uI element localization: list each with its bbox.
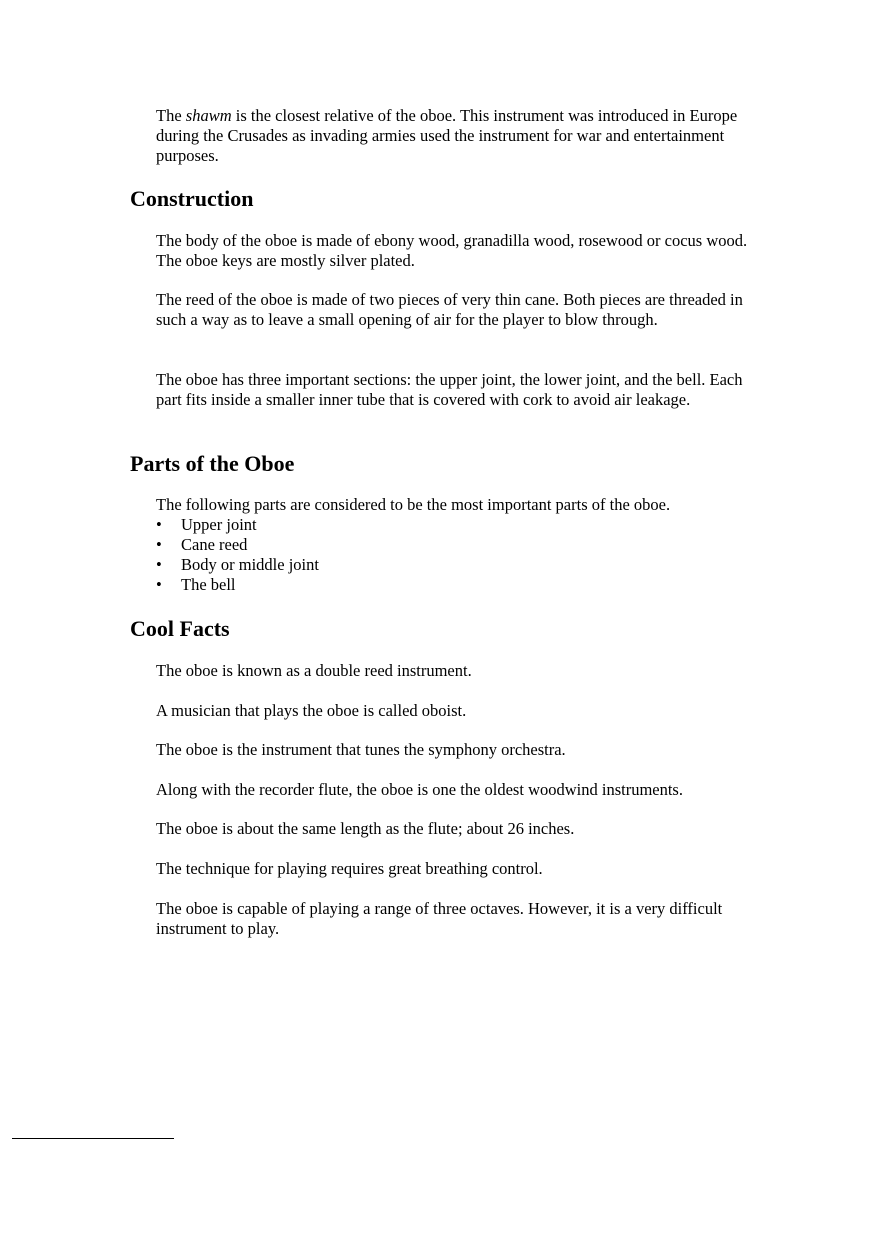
fact-4: Along with the recorder flute, the oboe is one the oldest woodwind instruments. <box>156 780 683 799</box>
list-item <box>156 535 319 555</box>
fact-2: A musician that plays the oboe is called oboist. <box>156 701 467 720</box>
parts-intro: The following parts are considered to be the most important parts of the oboe. <box>156 495 671 514</box>
fact-6: The technique for playing requires great breathing control. <box>156 859 543 878</box>
footnote-separator <box>12 1138 174 1139</box>
list-item <box>156 575 319 595</box>
construction-paragraph-3: The oboe has three important sections: the upper joint, the lower joint, and the bell. Each part fits inside a smaller inner tube that is covered with cork to avoid air leakage. <box>156 370 743 409</box>
list-item-label: Cane reed <box>181 535 248 554</box>
facts-heading: Cool Facts <box>130 616 230 641</box>
list-item-label: The bell <box>181 575 236 594</box>
construction-paragraph-2: The reed of the oboe is made of two pieces of very thin cane. Both pieces are threaded in such a way as to leave a small opening of air for the player to blow through. <box>156 290 743 329</box>
list-item <box>156 515 319 535</box>
list-item-label: Upper joint <box>181 515 257 534</box>
fact-5: The oboe is about the same length as the flute; about 26 inches. <box>156 819 575 838</box>
bullet-icon: • <box>156 515 162 534</box>
construction-heading: Construction <box>130 186 254 211</box>
fact-1: The oboe is known as a double reed instrument. <box>156 661 472 680</box>
bullet-icon: • <box>156 555 162 574</box>
intro-text-before: The <box>156 106 186 125</box>
bullet-icon: • <box>156 575 162 594</box>
parts-list <box>156 515 319 595</box>
list-item <box>156 555 319 575</box>
list-item-label: Body or middle joint <box>181 555 319 574</box>
fact-3: The oboe is the instrument that tunes the symphony orchestra. <box>156 740 566 759</box>
parts-heading: Parts of the Oboe <box>130 451 295 476</box>
intro-text-after: is the closest relative of the oboe. This instrument was introduced in Europe during the Crusades as invading armies used the instrument for war and entertainment purposes. <box>156 106 738 165</box>
bullet-icon: • <box>156 535 162 554</box>
fact-7: The oboe is capable of playing a range of three octaves. However, it is a very difficult instrument to play. <box>156 899 723 938</box>
intro-italic-term: shawm <box>185 106 232 125</box>
construction-paragraph-1: The body of the oboe is made of ebony wood, granadilla wood, rosewood or cocus wood. The oboe keys are mostly silver plated. <box>156 231 748 270</box>
intro-paragraph <box>156 106 766 166</box>
